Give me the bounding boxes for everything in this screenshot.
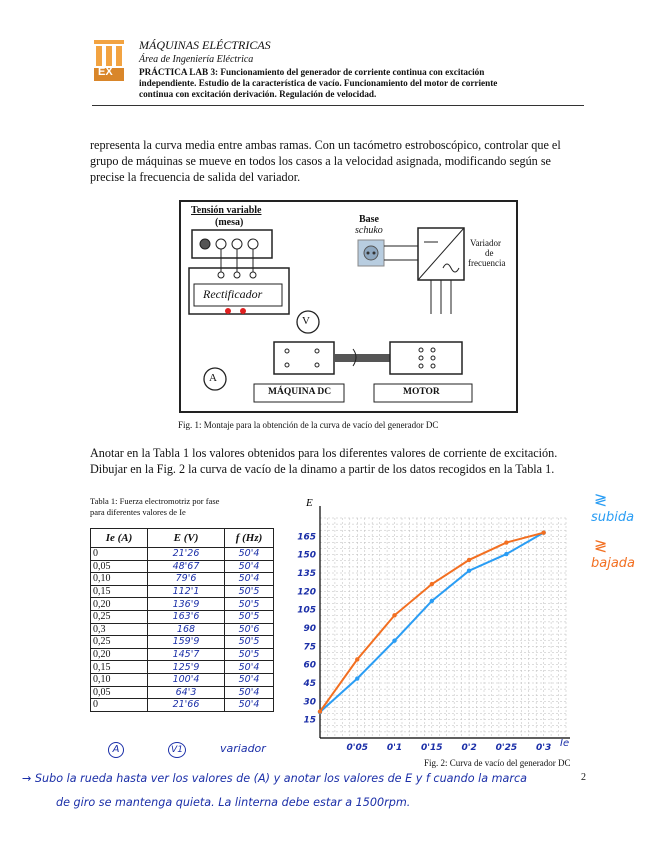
table-row — [91, 560, 274, 573]
cell-e: 64'3 — [148, 686, 225, 699]
cell-ie: 0,15 — [91, 661, 148, 674]
cell-ie: 0 — [91, 548, 148, 561]
variador-line-3: frecuencia — [468, 258, 506, 268]
rectificador-label: Rectificador — [203, 287, 263, 301]
university-logo — [92, 38, 126, 82]
col-header-e: E (V) — [148, 529, 225, 548]
data-point-subida — [355, 676, 359, 680]
cell-f: 50'5 — [225, 648, 274, 661]
legend-bajada-mark: ≷ — [594, 536, 608, 555]
cell-f: 50'4 — [225, 673, 274, 686]
cell-f: 50'4 — [225, 560, 274, 573]
cell-f: 50'4 — [225, 686, 274, 699]
data-point-bajada — [318, 709, 322, 713]
data-point-subida — [467, 568, 471, 572]
cell-ie: 0 — [91, 699, 148, 712]
data-point-bajada — [355, 657, 359, 661]
y-tick-label: 45 — [303, 679, 316, 689]
x-tick-label: 0'1 — [386, 743, 403, 753]
table-row — [91, 636, 274, 649]
cell-e: 112'1 — [148, 585, 225, 598]
table-row — [91, 673, 274, 686]
voltmeter-label: V — [302, 315, 310, 327]
cell-f: 50'6 — [225, 623, 274, 636]
y-tick-label: 135 — [297, 569, 316, 579]
cell-f: 50'4 — [225, 699, 274, 712]
legend-bajada-label: bajada — [591, 556, 636, 571]
variador-line-2: de — [485, 248, 494, 258]
data-point-subida — [504, 552, 508, 556]
table-row — [91, 623, 274, 636]
vacuum-curve-chart — [286, 492, 576, 774]
table-1-caption-1: Tabla 1: Fuerza electromotriz por fase — [90, 496, 220, 506]
cell-f: 50'5 — [225, 636, 274, 649]
cell-e: 125'9 — [148, 661, 225, 674]
data-point-bajada — [430, 582, 434, 586]
tension-label: Tensión variable — [191, 205, 262, 216]
motor-label: MOTOR — [403, 387, 440, 397]
cell-ie: 0,10 — [91, 673, 148, 686]
cell-e: 79'6 — [148, 573, 225, 586]
legend-subida-label: subida — [591, 510, 635, 525]
cell-ie: 0,3 — [91, 623, 148, 636]
table-row — [91, 548, 274, 561]
figure-1-frame — [179, 200, 518, 413]
y-tick-label: 90 — [303, 624, 316, 634]
figure-1-wiring — [181, 202, 516, 411]
table-row — [91, 585, 274, 598]
data-point-bajada — [541, 530, 545, 534]
data-point-subida — [392, 639, 396, 643]
y-tick-label: 150 — [297, 550, 316, 561]
col-header-ie: Ie (A) — [91, 529, 148, 548]
cell-e: 168 — [148, 623, 225, 636]
x-tick-label: 0'25 — [495, 743, 518, 753]
instructions-line-1: Anotar en la Tabla 1 los valores obtenidos para los diferentes valores de corriente de excitación. — [90, 446, 558, 460]
table-row — [91, 661, 274, 674]
intro-line-2: grupo de máquinas se mueve en todos los casos a la velocidad asignada, modificando según se — [90, 154, 551, 168]
cell-e: 21'66 — [148, 699, 225, 712]
cell-e: 145'7 — [148, 648, 225, 661]
legend-subida-mark: ≷ — [594, 490, 608, 509]
header-divider — [92, 105, 584, 106]
handwritten-note-line-2: de giro se mantenga quieta. La linterna debe estar a 1500rpm. — [56, 796, 411, 809]
cell-ie: 0,10 — [91, 573, 148, 586]
cell-ie: 0,25 — [91, 636, 148, 649]
y-axis-label: E — [306, 497, 313, 509]
figure-1-caption: Fig. 1: Montaje para la obtención de la curva de vacío del generador DC — [178, 420, 439, 430]
y-tick-label: 165 — [297, 532, 316, 543]
table-1 — [90, 528, 274, 712]
cell-e: 100'4 — [148, 673, 225, 686]
x-tick-label: 0'2 — [461, 743, 477, 753]
data-point-bajada — [504, 540, 508, 544]
cell-f: 50'5 — [225, 598, 274, 611]
data-point-bajada — [392, 613, 396, 617]
col-header-f: f (Hz) — [225, 529, 274, 548]
ammeter-label: A — [209, 372, 217, 384]
table-row — [91, 686, 274, 699]
cell-f: 50'4 — [225, 548, 274, 561]
handwritten-note-line-1: → Subo la rueda hasta ver los valores de (A) y anotar los valores de E y f cuando la marca — [22, 772, 527, 785]
instructions-line-2: Dibujar en la Fig. 2 la curva de vacío de la dinamo a partir de los datos recogidos en la Tabla 1. — [90, 462, 555, 476]
footer-mark-voltmeter: V1 — [168, 742, 186, 758]
cell-ie: 0,05 — [91, 560, 148, 573]
course-title: MÁQUINAS ELÉCTRICAS — [139, 38, 271, 52]
y-tick-label: 75 — [303, 642, 316, 653]
cell-e: 163'6 — [148, 610, 225, 623]
footer-mark-ammeter: A — [108, 742, 124, 758]
table-row — [91, 573, 274, 586]
table-row — [91, 648, 274, 661]
cell-ie: 0,15 — [91, 585, 148, 598]
x-tick-label: 0'05 — [346, 743, 369, 753]
cell-e: 136'9 — [148, 598, 225, 611]
logo-text: EX — [98, 66, 113, 78]
cell-e: 159'9 — [148, 636, 225, 649]
y-tick-label: 105 — [297, 605, 316, 616]
x-tick-label: 0'3 — [535, 743, 552, 753]
mesa-label: (mesa) — [215, 217, 244, 228]
maquina-dc-label: MÁQUINA DC — [268, 387, 332, 397]
cell-e: 48'67 — [148, 560, 225, 573]
table-row — [91, 610, 274, 623]
data-point-bajada — [467, 558, 471, 562]
figure-2-caption: Fig. 2: Curva de vacío del generador DC — [424, 758, 571, 768]
cell-f: 50'4 — [225, 573, 274, 586]
cell-ie: 0,05 — [91, 686, 148, 699]
practice-line-3: continua con excitación derivación. Regulación de velocidad. — [139, 89, 377, 99]
y-tick-label: 120 — [297, 587, 316, 598]
area-label: Área de Ingeniería Eléctrica — [139, 54, 254, 65]
cell-ie: 0,20 — [91, 598, 148, 611]
data-point-subida — [430, 599, 434, 603]
x-tick-label: 0'15 — [421, 743, 443, 753]
practice-line-2: independiente. Estudio de la característica de vacío. Funcionamiento del motor de corriente — [139, 78, 498, 88]
cell-f: 50'5 — [225, 610, 274, 623]
table-1-caption-2: para diferentes valores de Ie — [90, 507, 186, 517]
cell-e: 21'26 — [148, 548, 225, 561]
schuko-label: schuko — [355, 225, 383, 236]
cell-f: 50'4 — [225, 661, 274, 674]
practice-line-1: PRÁCTICA LAB 3: Funcionamiento del generador de corriente continua con excitación — [139, 67, 485, 77]
y-tick-label: 30 — [303, 697, 316, 708]
cell-ie: 0,20 — [91, 648, 148, 661]
base-label: Base — [359, 214, 379, 225]
page-number: 2 — [581, 772, 586, 783]
y-tick-label: 15 — [303, 715, 316, 726]
x-axis-label: Ie — [560, 738, 570, 749]
cell-ie: 0,25 — [91, 610, 148, 623]
table-row — [91, 699, 274, 712]
intro-line-3: precise la frecuencia de salida del variador. — [90, 170, 301, 184]
footer-mark-variador: variador — [220, 742, 266, 755]
y-tick-label: 60 — [303, 660, 316, 671]
table-header-row — [91, 529, 274, 548]
intro-line-1: representa la curva media entre ambas ramas. Con un tacómetro estroboscópico, controlar que el — [90, 138, 561, 152]
cell-f: 50'5 — [225, 585, 274, 598]
table-row — [91, 598, 274, 611]
variador-line-1: Variador — [470, 238, 501, 248]
